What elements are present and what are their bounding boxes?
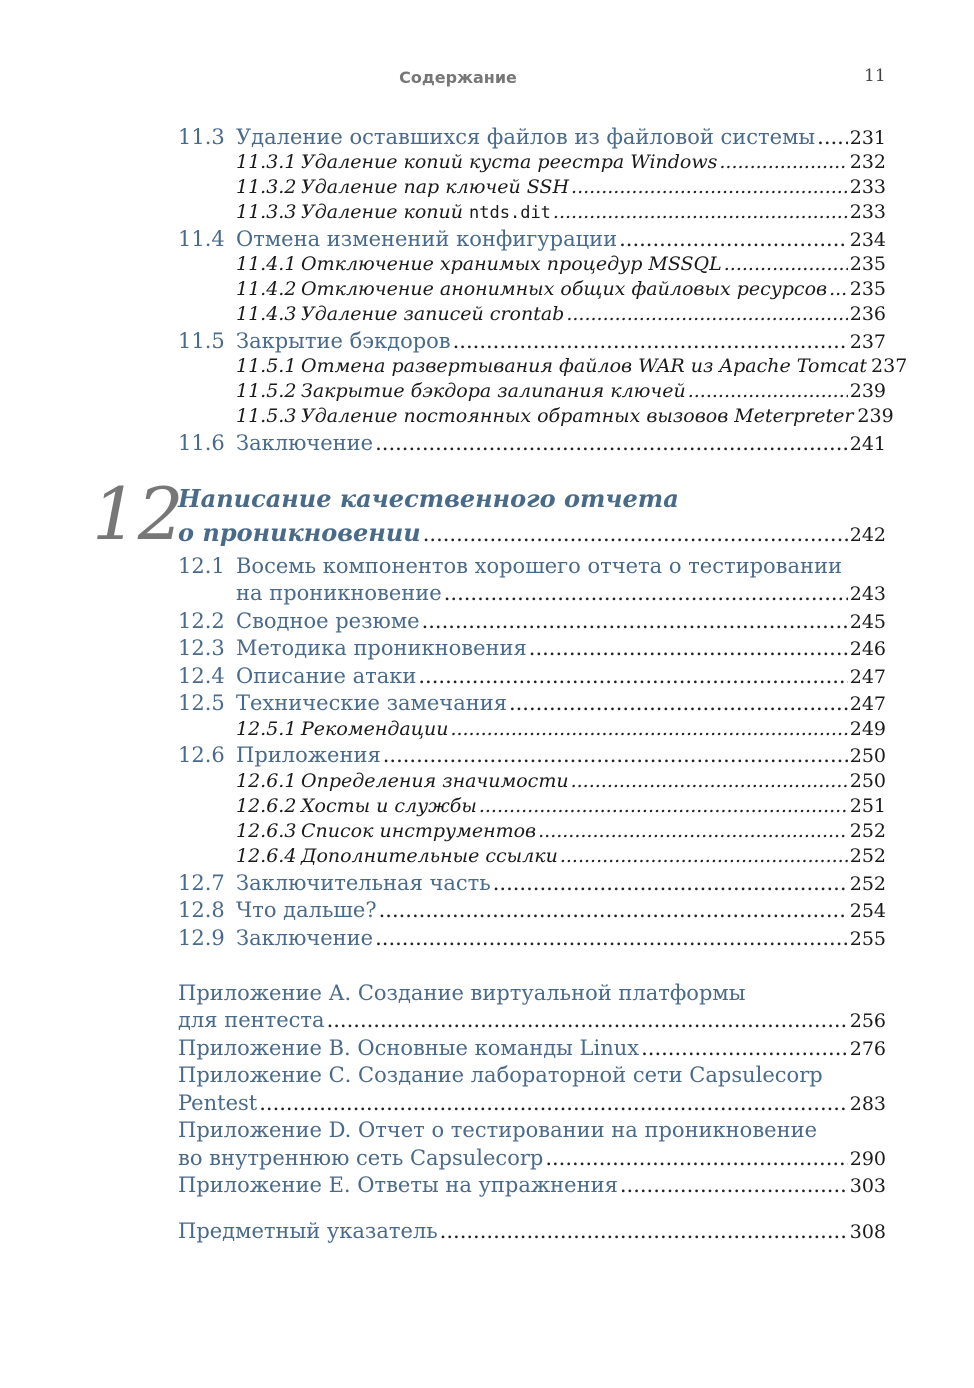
section-page: 237 — [871, 355, 908, 377]
chapter-title: Написание качественного отчета — [178, 484, 679, 513]
section-page: 252 — [849, 820, 886, 842]
appendix-title: Приложение D. Отчет о тестировании на проникновение — [178, 1118, 817, 1142]
toc-appendix-a[interactable] — [178, 981, 886, 1005]
section-title: Определения значимости — [301, 770, 569, 792]
toc-entry-11-6[interactable] — [178, 431, 886, 455]
section-page: 252 — [849, 845, 886, 867]
section-number: 12.6.4 — [236, 845, 297, 867]
section-page: 235 — [849, 278, 886, 300]
section-title: на проникновение — [236, 581, 442, 605]
section-page: 233 — [849, 176, 886, 198]
appendix-page: 283 — [849, 1093, 886, 1115]
toc-entry-11-5-2[interactable] — [178, 380, 886, 402]
dot-leader — [453, 329, 848, 353]
section-page: 237 — [849, 331, 886, 353]
toc-entry-12-6-3[interactable] — [178, 820, 886, 842]
section-page: 249 — [849, 718, 886, 740]
toc-appendix-d[interactable] — [178, 1118, 886, 1142]
dot-leader — [423, 522, 848, 546]
section-number: 12.6 — [178, 743, 225, 767]
section-title: Список инструментов — [301, 820, 537, 842]
dot-leader — [538, 820, 848, 842]
dot-leader — [641, 1036, 848, 1060]
dot-leader — [379, 898, 848, 922]
chapter-title: о проникновении — [178, 518, 421, 547]
dot-leader — [620, 1173, 848, 1197]
dot-leader — [553, 201, 848, 223]
toc-index[interactable] — [178, 1219, 886, 1243]
section-page: 243 — [849, 583, 886, 605]
toc-appendix-b[interactable] — [178, 1036, 886, 1060]
section-page: 255 — [849, 928, 886, 950]
section-page: 234 — [849, 229, 886, 251]
toc-entry-11-4-1[interactable] — [178, 253, 886, 275]
toc-entry-12-8[interactable] — [178, 898, 886, 922]
toc-appendix-c-cont[interactable] — [178, 1091, 886, 1115]
toc-entry-11-5-1[interactable] — [178, 355, 908, 377]
dot-leader — [560, 845, 848, 867]
toc-entry-12-5-1[interactable] — [178, 718, 886, 740]
section-title: Отмена изменений конфигурации — [236, 227, 618, 251]
dot-leader — [566, 303, 847, 325]
section-title: Удаление постоянных обратных вызовов Meterpreter — [301, 405, 854, 427]
section-number: 12.2 — [178, 609, 225, 633]
section-page: 233 — [849, 201, 886, 223]
section-page: 250 — [849, 770, 886, 792]
section-title: Приложения — [236, 743, 381, 767]
toc-entry-12-7[interactable] — [178, 871, 886, 895]
section-title: Закрытие бэкдора залипания ключей — [301, 380, 686, 402]
toc-entry-12-1-cont[interactable] — [178, 581, 886, 605]
toc-entry-11-3-3[interactable] — [178, 201, 886, 223]
section-page: 231 — [849, 127, 886, 149]
section-title: Хосты и службы — [301, 795, 477, 817]
appendix-page: 256 — [849, 1010, 886, 1032]
section-title-text: Удаление копий — [301, 201, 463, 223]
section-title: Заключение — [236, 926, 374, 950]
dot-leader — [493, 871, 848, 895]
dot-leader — [479, 795, 848, 817]
section-title: Закрытие бэкдоров — [236, 329, 451, 353]
section-page: 246 — [849, 638, 886, 660]
dot-leader — [571, 770, 848, 792]
dot-leader — [422, 609, 848, 633]
section-page: 251 — [849, 795, 886, 817]
section-number: 12.8 — [178, 898, 225, 922]
section-title: Методика проникновения — [236, 636, 527, 660]
section-title: Восемь компонентов хорошего отчета о тестировании — [236, 554, 843, 578]
toc-appendix-e[interactable] — [178, 1173, 886, 1197]
section-number: 12.6.3 — [236, 820, 297, 842]
chapter-12-title-line2[interactable] — [178, 518, 886, 547]
toc-appendix-d-cont[interactable] — [178, 1146, 886, 1170]
toc-entry-12-2[interactable] — [178, 609, 886, 633]
appendix-title: Приложение Е. Ответы на упражнения — [178, 1173, 618, 1197]
section-title: Описание атаки — [236, 664, 417, 688]
toc-entry-11-4[interactable] — [178, 227, 886, 251]
section-page: 235 — [849, 253, 886, 275]
section-page: 241 — [849, 433, 886, 455]
section-title: Дополнительные ссылки — [301, 845, 558, 867]
dot-leader — [817, 125, 848, 149]
section-title: Отключение анонимных общих файловых ресурсов — [301, 278, 828, 300]
dot-leader — [545, 1146, 847, 1170]
section-title: Заключительная часть — [236, 871, 491, 895]
section-title: Удаление записей crontab — [301, 303, 565, 325]
chapter-12-title-line1[interactable] — [178, 484, 886, 513]
appendix-title: Приложение А. Создание виртуальной платформы — [178, 981, 746, 1005]
running-header-title: Содержание — [399, 68, 517, 87]
section-title: Удаление оставшихся файлов из файловой системы — [236, 125, 816, 149]
section-number: 12.7 — [178, 871, 225, 895]
dot-leader — [571, 176, 848, 198]
appendix-title: Приложение С. Создание лабораторной сети Capsulecorp — [178, 1063, 823, 1087]
section-number: 12.6.2 — [236, 795, 297, 817]
toc-entry-12-6-4[interactable] — [178, 845, 886, 867]
dot-leader — [375, 431, 848, 455]
section-title: Отключение хранимых процедур MSSQL — [301, 253, 722, 275]
section-number: 11.6 — [178, 431, 225, 455]
toc-entry-12-4[interactable] — [178, 664, 886, 688]
appendix-title: во внутреннюю сеть Capsulecorp — [178, 1146, 544, 1170]
toc-entry-12-3[interactable] — [178, 636, 886, 660]
section-title: Отмена развертывания файлов WAR из Apache Tomcat — [301, 355, 868, 377]
dot-leader — [724, 253, 848, 275]
toc-entry-12-9[interactable] — [178, 926, 886, 950]
section-title: Рекомендации — [301, 718, 449, 740]
section-page: 239 — [849, 380, 886, 402]
section-page: 236 — [849, 303, 886, 325]
section-page: 252 — [849, 873, 886, 895]
section-number: 11.3 — [178, 125, 225, 149]
dot-leader — [509, 691, 848, 715]
toc-entry-11-5[interactable] — [178, 329, 886, 353]
section-title: Удаление пар ключей SSH — [301, 176, 570, 198]
chapter-page: 242 — [849, 524, 886, 546]
section-number: 11.4.2 — [236, 278, 297, 300]
index-page: 308 — [849, 1221, 886, 1243]
section-title: Удаление копий куста реестра Windows — [301, 151, 718, 173]
section-number: 11.3.2 — [236, 176, 297, 198]
section-number: 11.5.1 — [236, 355, 297, 377]
dot-leader — [383, 743, 848, 767]
section-number: 12.1 — [178, 554, 225, 578]
section-title: Технические замечания — [236, 691, 507, 715]
dot-leader — [829, 278, 848, 300]
appendix-title: Приложение В. Основные команды Linux — [178, 1036, 640, 1060]
appendix-page: 276 — [849, 1038, 886, 1060]
toc-appendix-c[interactable] — [178, 1063, 886, 1087]
toc-entry-11-4-3[interactable] — [178, 303, 886, 325]
toc-entry-12-5[interactable] — [178, 691, 886, 715]
section-title: Сводное резюме — [236, 609, 420, 633]
toc-entry-11-4-2[interactable] — [178, 278, 886, 300]
page-number: 11 — [864, 66, 886, 86]
dot-leader — [719, 151, 847, 173]
section-title: Заключение — [236, 431, 374, 455]
section-number: 12.9 — [178, 926, 225, 950]
section-number: 11.3.1 — [236, 151, 297, 173]
appendix-title: для пентеста — [178, 1008, 325, 1032]
toc-entry-12-6-1[interactable] — [178, 770, 886, 792]
toc-entry-11-5-3[interactable] — [178, 405, 894, 427]
chapter-number: 12 — [92, 472, 184, 556]
dot-leader — [529, 636, 848, 660]
section-number: 12.6.1 — [236, 770, 297, 792]
section-number: 11.5.2 — [236, 380, 297, 402]
section-page: 239 — [857, 405, 894, 427]
dot-leader — [327, 1008, 848, 1032]
dot-leader — [259, 1091, 848, 1115]
section-page: 250 — [849, 745, 886, 767]
toc-entry-11-3-1[interactable] — [178, 151, 886, 173]
section-page: 232 — [849, 151, 886, 173]
section-number: 12.5 — [178, 691, 225, 715]
dot-leader — [688, 380, 848, 402]
dot-leader — [444, 581, 848, 605]
section-number: 11.4.3 — [236, 303, 297, 325]
section-number: 12.5.1 — [236, 718, 297, 740]
section-title — [301, 201, 551, 223]
dot-leader — [440, 1219, 848, 1243]
dot-leader — [375, 926, 848, 950]
section-number: 11.4.1 — [236, 253, 297, 275]
dot-leader — [450, 718, 847, 740]
index-title: Предметный указатель — [178, 1219, 438, 1243]
appendix-page: 303 — [849, 1175, 886, 1197]
appendix-title: Pentest — [178, 1091, 258, 1115]
section-page: 254 — [849, 900, 886, 922]
appendix-page: 290 — [849, 1148, 886, 1170]
toc-entry-11-3-2[interactable] — [178, 176, 886, 198]
dot-leader — [619, 227, 848, 251]
section-number: 11.5 — [178, 329, 225, 353]
section-page: 245 — [849, 611, 886, 633]
section-number: 12.3 — [178, 636, 225, 660]
dot-leader — [418, 664, 847, 688]
toc-entry-12-6[interactable] — [178, 743, 886, 767]
toc-entry-12-6-2[interactable] — [178, 795, 886, 817]
section-title: Что дальше? — [236, 898, 377, 922]
section-number: 11.4 — [178, 227, 225, 251]
section-number: 12.4 — [178, 664, 225, 688]
section-page: 247 — [849, 693, 886, 715]
section-title-code: ntds.dit — [469, 203, 551, 223]
section-number: 11.3.3 — [236, 201, 297, 223]
toc-entry-12-1[interactable] — [178, 554, 886, 578]
section-number: 11.5.3 — [236, 405, 297, 427]
toc-appendix-a-cont[interactable] — [178, 1008, 886, 1032]
section-page: 247 — [849, 666, 886, 688]
toc-entry-11-3[interactable] — [178, 125, 886, 149]
